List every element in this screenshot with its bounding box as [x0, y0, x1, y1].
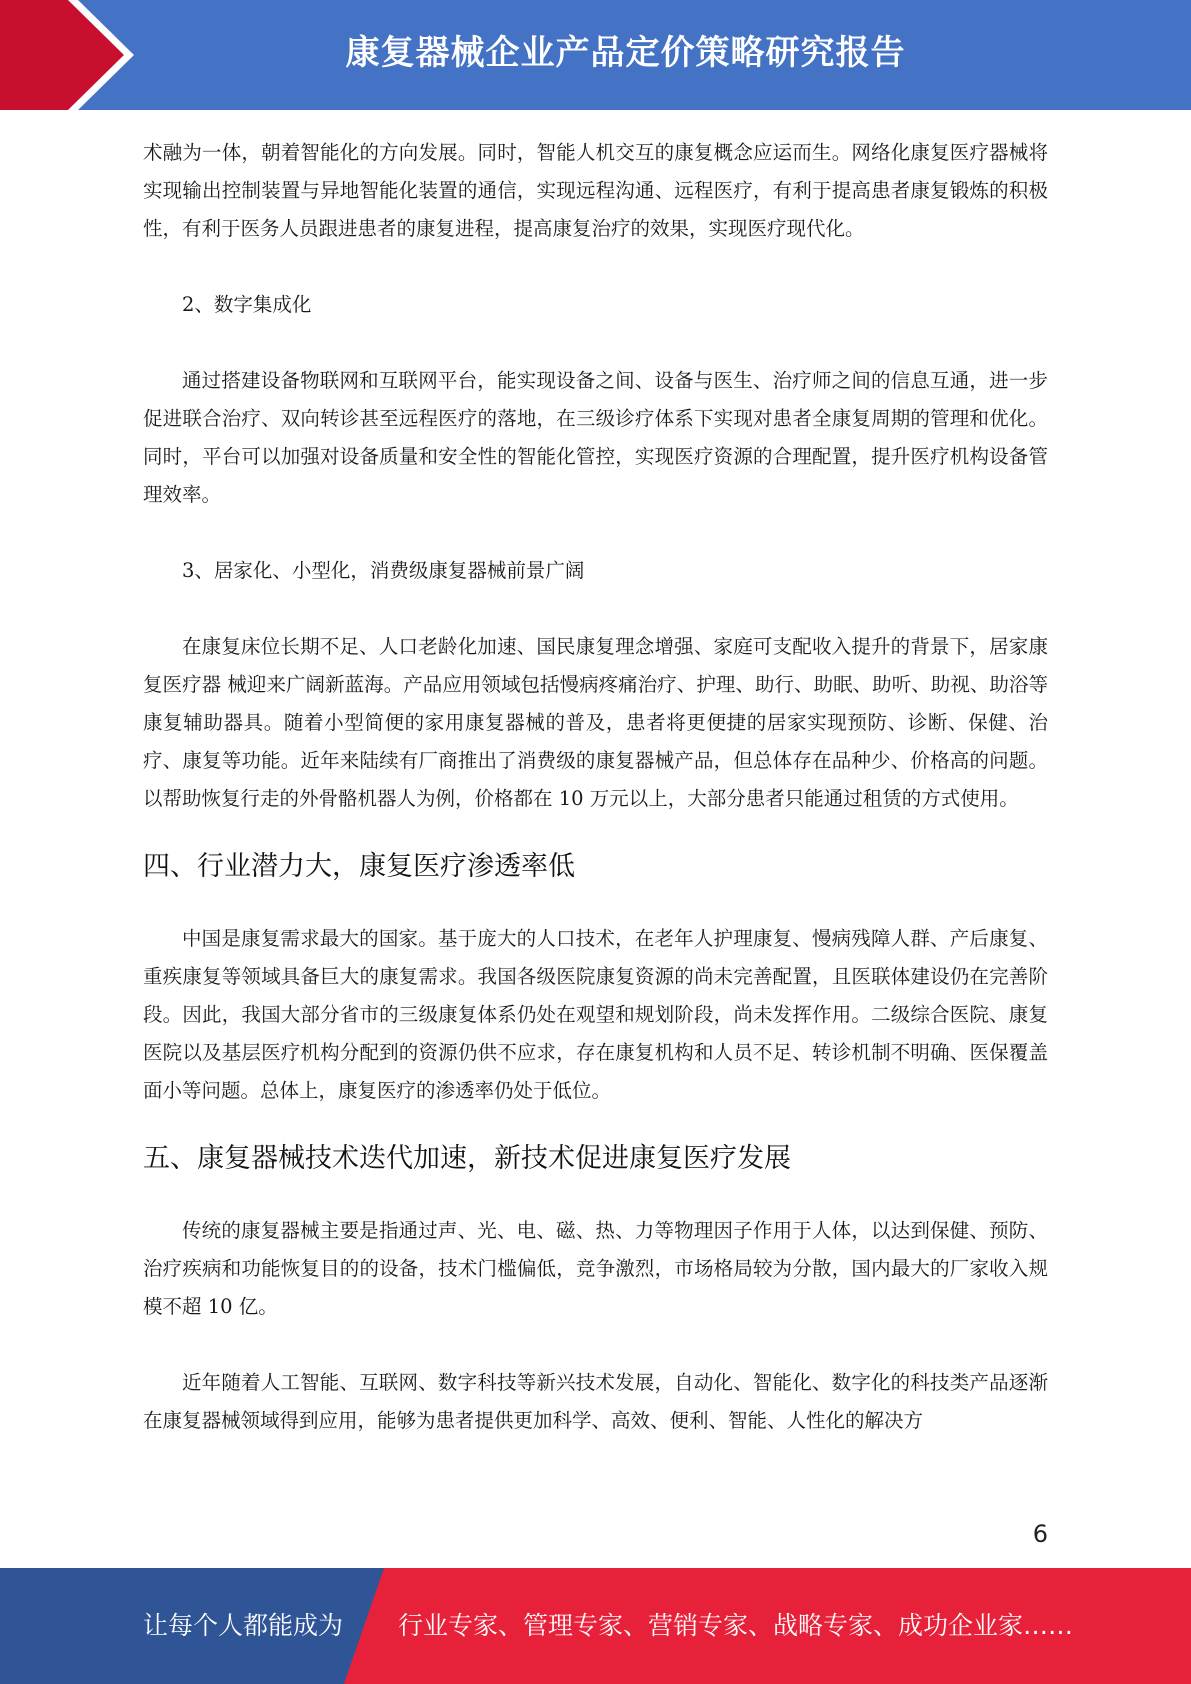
paragraph-intro: 术融为一体，朝着智能化的方向发展。同时，智能人机交互的康复概念应运而生。网络化康复医疗器械将实现输出控制装置与异地智能化装置的通信，实现远程沟通、远程医疗，有利于提高患者康复锻炼的积极性，有利于医务人员跟进患者的康复进程，提高康复治疗的效果，实现医疗现代化。 [143, 141, 1048, 240]
subheading-home-use: 3、居家化、小型化，消费级康复器械前景广阔 [182, 559, 585, 582]
footer-slogan-left: 让每个人都能成为 [143, 1611, 344, 1640]
header-chevron-graphic [0, 0, 160, 110]
section-heading-4: 四、行业潜力大，康复医疗渗透率低 [143, 851, 575, 882]
page-footer [0, 1568, 1191, 1684]
section-heading-5: 五、康复器械技术迭代加速，新技术促进康复医疗发展 [143, 1143, 791, 1174]
paragraph-home-use: 在康复床位长期不足、人口老龄化加速、国民康复理念增强、家庭可支配收入提升的背景下，居家康复医疗器 械迎来广阔新蓝海。产品应用领域包括慢病疼痛治疗、护理、助行、助眠、助听、助视、助浴等康复辅助器具。随着小型简便的家用康复器械的普及，患者将更便捷的居家实现预防、诊断、保健、治疗、康复等功能。近年来陆续有厂商推出了消费级的康复器械产品，但总体存在品种少、价格高的问题。以帮助恢复行走的外骨骼机器人为例，价格都在 10 万元以上，大部分患者只能通过租赁的方式使用。 [143, 635, 1048, 810]
paragraph-section-4: 中国是康复需求最大的国家。基于庞大的人口技术，在老年人护理康复、慢病残障人群、产后康复、重疾康复等领域具备巨大的康复需求。我国各级医院康复资源的尚未完善配置，且医联体建设仍在完善阶段。因此，我国大部分省市的三级康复体系仍处在观望和规划阶段，尚未发挥作用。二级综合医院、康复医院以及基层医疗机构分配到的资源仍供不应求，存在康复机构和人员不足、转诊机制不明确、医保覆盖面小等问题。总体上，康复医疗的渗透率仍处于低位。 [143, 927, 1048, 1102]
report-title: 康复器械企业产品定价策略研究报告 [345, 33, 906, 73]
paragraph-section-5a: 传统的康复器械主要是指通过声、光、电、磁、热、力等物理因子作用于人体，以达到保健、预防、治疗疾病和功能恢复目的的设备，技术门槛偏低，竞争激烈，市场格局较为分散，国内最大的厂家收入规模不超 10 亿。 [143, 1219, 1048, 1318]
subheading-digital-integration: 2、数字集成化 [182, 293, 312, 316]
page-number: 6 [1032, 1520, 1048, 1548]
paragraph-section-5b: 近年随着人工智能、互联网、数字科技等新兴技术发展，自动化、智能化、数字化的科技类产品逐渐在康复器械领域得到应用，能够为患者提供更加科学、高效、便利、智能、人性化的解决方 [143, 1371, 1048, 1432]
footer-slogan-right: 行业专家、管理专家、营销专家、战略专家、成功企业家…… [398, 1611, 1074, 1640]
document-body [143, 134, 1048, 1440]
page-header [0, 0, 1191, 110]
paragraph-digital-integration: 通过搭建设备物联网和互联网平台，能实现设备之间、设备与医生、治疗师之间的信息互通，进一步促进联合治疗、双向转诊甚至远程医疗的落地，在三级诊疗体系下实现对患者全康复周期的管理和优化。同时，平台可以加强对设备质量和安全性的智能化管控，实现医疗资源的合理配置，提升医疗机构设备管理效率。 [143, 369, 1048, 506]
